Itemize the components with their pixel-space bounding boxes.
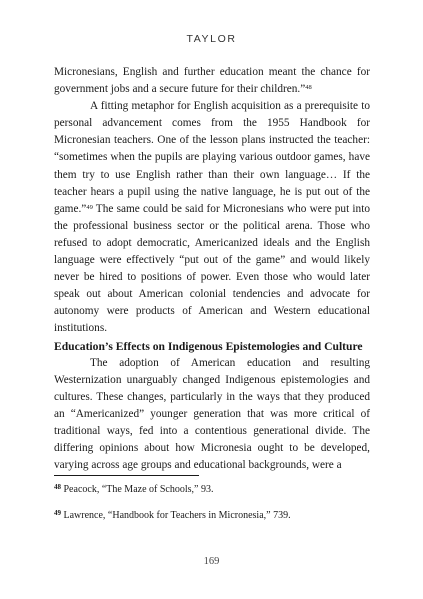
- paragraph-2-text-b: The same could be said for Micronesians who were put into the professional business sector or the political arena. Those who refused to adopt democratic, Americanized ideals and the English language were effectively “put out of the game” and would likely never be hired to positions of power. Even those who would later speak out about American colonial tendencies and advocate for autonomy were products of American and Western educational institutions.: [54, 202, 370, 335]
- section-heading: Education’s Effects on Indigenous Epistemologies and Culture: [54, 339, 363, 353]
- footnote-ref-48[interactable]: 48: [305, 84, 312, 92]
- footnote-ref-49[interactable]: 49: [86, 203, 93, 211]
- paragraph-3: [54, 355, 370, 475]
- paragraph-1: [54, 64, 370, 98]
- footnote-number: 48: [54, 483, 61, 491]
- footnote-text: Lawrence, “Handbook for Teachers in Micronesia,” 739.: [61, 510, 291, 521]
- paragraph-3-text: The adoption of American education and resulting Westernization unarguably changed Indigenous epistemologies and cultures. These changes, particularly in the ways that they produced an “Americanized” younger generation that was more critical of traditional ways, fed into a contentious generational divide. The differing opinions about how Micronesia ought to be developed, varying across age groups and educational backgrounds, were a: [54, 356, 370, 472]
- paragraph-1-text: Micronesians, English and further education meant the chance for government jobs and a secure future for their children.”: [54, 66, 370, 96]
- running-head: TAYLOR: [186, 33, 237, 45]
- footnote-49: [54, 509, 370, 522]
- footnote-48: [54, 483, 370, 496]
- footnote-number: 49: [54, 509, 61, 517]
- footnotes: [54, 483, 370, 535]
- paragraph-2: [54, 98, 370, 337]
- body-text: [54, 64, 370, 474]
- footnote-divider: [54, 475, 199, 476]
- page-number: 169: [203, 556, 220, 567]
- paragraph-2-text-a: A fitting metaphor for English acquisition as a prerequisite to personal advancement comes from the 1955 Handbook for Micronesian teachers. One of the lesson plans instructed the teacher: “sometimes when the pupils are playing various outdoor games, have them try to use English rather than their own language… If the teacher hears a pupil using the native language, he is put out of the game.”: [54, 100, 370, 215]
- footnote-text: Peacock, “The Maze of Schools,” 93.: [61, 484, 214, 495]
